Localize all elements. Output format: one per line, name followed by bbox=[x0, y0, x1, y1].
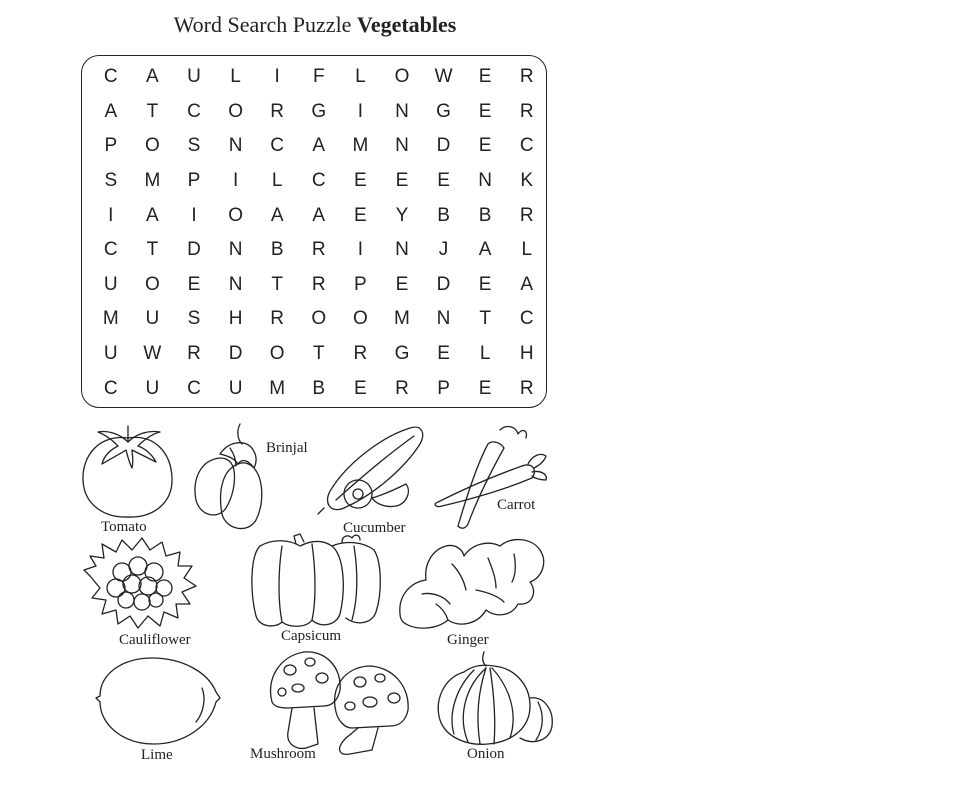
grid-letter[interactable]: M bbox=[394, 308, 410, 330]
grid-letter[interactable]: N bbox=[395, 135, 409, 157]
grid-letter[interactable]: R bbox=[311, 273, 326, 295]
cucumber-label: Cucumber bbox=[343, 520, 406, 536]
grid-letter[interactable]: L bbox=[271, 170, 283, 192]
grid-letter[interactable]: E bbox=[478, 377, 492, 399]
grid-letter[interactable]: E bbox=[354, 377, 367, 399]
grid-letter[interactable]: C bbox=[270, 135, 285, 157]
grid-letter[interactable]: R bbox=[270, 308, 285, 330]
capsicum-picture bbox=[246, 532, 384, 630]
grid-letter[interactable]: C bbox=[103, 239, 118, 261]
onion-label: Onion bbox=[467, 746, 505, 762]
grid-letter[interactable]: F bbox=[312, 66, 325, 88]
grid-letter[interactable]: N bbox=[228, 135, 243, 157]
grid-letter[interactable]: C bbox=[311, 170, 326, 192]
grid-letter[interactable]: E bbox=[354, 204, 367, 226]
grid-letter[interactable]: O bbox=[311, 308, 327, 330]
grid-letter[interactable]: N bbox=[436, 308, 451, 330]
grid-letter[interactable]: R bbox=[353, 343, 368, 365]
grid-letter[interactable]: M bbox=[269, 377, 286, 399]
grid-letter[interactable]: U bbox=[103, 273, 118, 295]
grid-letter[interactable]: L bbox=[479, 343, 491, 365]
grid-letter[interactable]: A bbox=[520, 273, 534, 295]
grid-letter[interactable]: J bbox=[438, 239, 449, 261]
grid-letter[interactable]: R bbox=[519, 377, 534, 399]
word-search-grid bbox=[90, 60, 548, 406]
grid-letter[interactable]: R bbox=[270, 100, 285, 122]
grid-letter[interactable]: E bbox=[478, 135, 492, 157]
capsicum-label: Capsicum bbox=[281, 628, 341, 644]
grid-letter[interactable]: G bbox=[394, 343, 410, 365]
grid-letter[interactable]: M bbox=[144, 170, 161, 192]
grid-letter[interactable]: T bbox=[312, 343, 325, 365]
grid-letter[interactable]: U bbox=[228, 377, 243, 399]
grid-letter[interactable]: R bbox=[519, 66, 534, 88]
grid-letter[interactable]: B bbox=[478, 204, 492, 226]
grid-letter[interactable]: O bbox=[145, 273, 160, 295]
grid-letter[interactable]: R bbox=[519, 100, 534, 122]
tomato-picture bbox=[80, 420, 176, 520]
grid-letter[interactable]: N bbox=[395, 100, 409, 122]
grid-letter[interactable]: C bbox=[519, 308, 534, 330]
grid-letter[interactable]: L bbox=[355, 66, 366, 88]
grid-letter[interactable]: I bbox=[357, 100, 363, 122]
grid-letter[interactable]: L bbox=[521, 239, 533, 261]
lime-label: Lime bbox=[141, 747, 173, 763]
grid-letter[interactable]: O bbox=[269, 343, 285, 365]
grid-letter[interactable]: I bbox=[191, 204, 197, 226]
carrot-picture bbox=[428, 422, 552, 532]
grid-letter[interactable]: E bbox=[478, 66, 492, 88]
grid-letter[interactable]: R bbox=[395, 377, 409, 399]
grid-letter[interactable]: O bbox=[228, 204, 243, 226]
grid-letter[interactable]: U bbox=[145, 377, 160, 399]
grid-letter[interactable]: G bbox=[436, 100, 451, 122]
grid-letter[interactable]: E bbox=[354, 170, 367, 192]
grid-letter[interactable]: A bbox=[312, 135, 326, 157]
grid-letter[interactable]: N bbox=[395, 239, 409, 261]
grid-letter[interactable]: S bbox=[187, 308, 201, 330]
grid-letter[interactable]: W bbox=[143, 343, 162, 365]
grid-letter[interactable]: G bbox=[311, 100, 327, 122]
grid-letter[interactable]: N bbox=[478, 170, 492, 192]
grid-letter[interactable]: C bbox=[187, 100, 201, 122]
puzzle-title bbox=[0, 12, 630, 38]
grid-letter[interactable]: D bbox=[187, 239, 201, 261]
grid-letter[interactable]: I bbox=[108, 204, 114, 226]
grid-letter[interactable]: S bbox=[104, 170, 118, 192]
cucumber-picture bbox=[316, 422, 426, 516]
grid-letter[interactable]: U bbox=[187, 66, 201, 88]
grid-letter[interactable]: P bbox=[437, 377, 450, 399]
lime-picture bbox=[92, 652, 224, 748]
grid-letter[interactable]: A bbox=[312, 204, 326, 226]
grid-letter[interactable]: E bbox=[437, 170, 450, 192]
ginger-label: Ginger bbox=[447, 632, 489, 648]
grid-letter[interactable]: T bbox=[146, 239, 159, 261]
grid-letter[interactable]: C bbox=[103, 377, 118, 399]
grid-letter[interactable]: O bbox=[394, 66, 410, 88]
brinjal-picture bbox=[190, 422, 270, 534]
grid-letter[interactable]: D bbox=[436, 273, 451, 295]
grid-letter[interactable]: B bbox=[270, 239, 284, 261]
grid-letter[interactable]: M bbox=[352, 135, 369, 157]
grid-letter[interactable]: C bbox=[187, 377, 201, 399]
grid-letter[interactable]: E bbox=[395, 170, 409, 192]
grid-letter[interactable]: T bbox=[146, 100, 159, 122]
grid-letter[interactable]: U bbox=[145, 308, 160, 330]
grid-letter[interactable]: C bbox=[519, 135, 534, 157]
grid-letter[interactable]: D bbox=[228, 343, 243, 365]
grid-letter[interactable]: O bbox=[228, 100, 243, 122]
grid-letter[interactable]: O bbox=[352, 308, 368, 330]
tomato-label: Tomato bbox=[101, 519, 147, 535]
grid-letter[interactable]: P bbox=[104, 135, 118, 157]
grid-letter[interactable]: T bbox=[271, 273, 283, 295]
grid-letter[interactable]: E bbox=[395, 273, 409, 295]
ginger-picture bbox=[392, 534, 552, 638]
grid-letter[interactable]: D bbox=[436, 135, 451, 157]
grid-letter[interactable]: N bbox=[228, 239, 243, 261]
grid-letter[interactable]: Y bbox=[395, 204, 409, 226]
grid-letter[interactable]: K bbox=[520, 170, 534, 192]
mushroom-picture bbox=[262, 648, 418, 756]
grid-letter[interactable]: B bbox=[312, 377, 326, 399]
grid-letter[interactable]: N bbox=[228, 273, 243, 295]
grid-letter[interactable]: C bbox=[103, 66, 118, 88]
grid-letter[interactable]: A bbox=[146, 66, 159, 88]
carrot-label: Carrot bbox=[497, 497, 536, 513]
grid-letter[interactable]: T bbox=[479, 308, 491, 330]
grid-letter[interactable]: I bbox=[357, 239, 363, 261]
title-prefix: Word Search Puzzle bbox=[173, 12, 352, 37]
grid-letter[interactable]: R bbox=[519, 204, 534, 226]
grid-letter[interactable]: I bbox=[274, 66, 280, 88]
grid-letter[interactable]: W bbox=[434, 66, 453, 88]
brinjal-label: Brinjal bbox=[266, 440, 308, 456]
grid-letter[interactable]: R bbox=[187, 343, 201, 365]
grid-letter[interactable]: A bbox=[270, 204, 284, 226]
grid-letter[interactable]: A bbox=[478, 239, 492, 261]
grid-letter[interactable]: I bbox=[232, 170, 239, 192]
title-topic: Vegetables bbox=[356, 12, 457, 37]
grid-letter[interactable]: P bbox=[354, 273, 367, 295]
word-search-grid-box bbox=[81, 55, 547, 408]
grid-letter[interactable]: P bbox=[187, 170, 201, 192]
grid-letter[interactable]: E bbox=[437, 343, 450, 365]
grid-letter[interactable]: O bbox=[145, 135, 160, 157]
grid-letter[interactable]: A bbox=[104, 100, 118, 122]
grid-letter[interactable]: R bbox=[311, 239, 326, 261]
mushroom-label: Mushroom bbox=[250, 746, 316, 762]
grid-letter[interactable]: B bbox=[437, 204, 450, 226]
grid-letter[interactable]: M bbox=[102, 308, 119, 330]
grid-letter[interactable]: E bbox=[478, 273, 492, 295]
grid-letter[interactable]: L bbox=[230, 66, 241, 88]
grid-letter[interactable]: E bbox=[187, 273, 201, 295]
cauliflower-picture bbox=[80, 536, 198, 632]
grid-letter[interactable]: E bbox=[478, 100, 492, 122]
grid-letter[interactable]: H bbox=[228, 308, 243, 330]
grid-letter[interactable]: S bbox=[187, 135, 201, 157]
grid-letter[interactable]: H bbox=[519, 343, 534, 365]
grid-letter[interactable]: U bbox=[103, 343, 118, 365]
cauliflower-label: Cauliflower bbox=[119, 632, 191, 648]
onion-picture bbox=[434, 648, 554, 748]
grid-letter[interactable]: A bbox=[146, 204, 159, 226]
